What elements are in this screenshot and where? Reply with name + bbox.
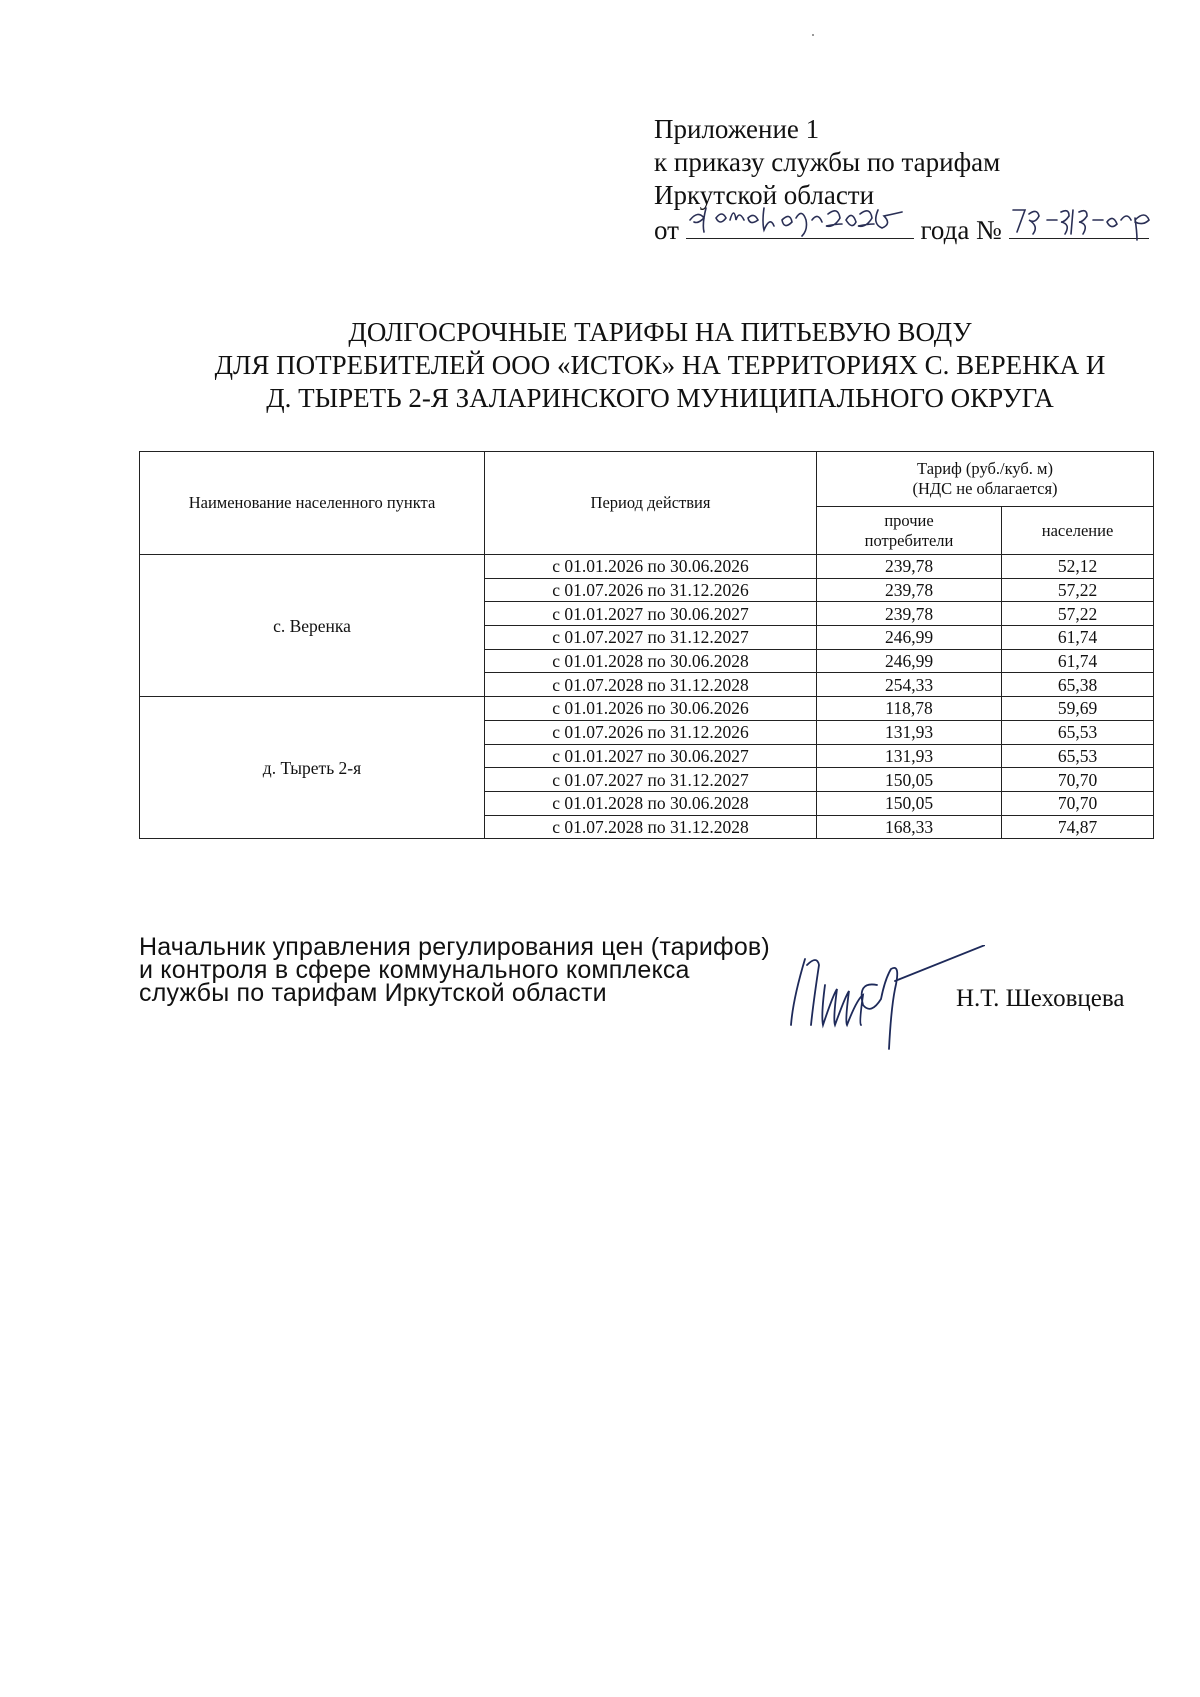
title-line-1: ДОЛГОСРОЧНЫЕ ТАРИФЫ НА ПИТЬЕВУЮ ВОДУ [348,317,972,347]
table-row [140,555,1154,579]
handwritten-number [1009,212,1149,239]
appendix-line-1: Приложение 1 [654,114,820,144]
other-consumers-tariff: 246,99 [817,649,1002,673]
population-tariff: 61,74 [1002,649,1154,673]
signature-line-1: Начальник управления регулирования цен (тарифов) [139,933,770,961]
other-consumers-tariff: 239,78 [817,602,1002,626]
population-tariff: 59,69 [1002,697,1154,721]
population-tariff: 57,22 [1002,578,1154,602]
other-consumers-tariff: 150,05 [817,768,1002,792]
handwritten-number-scribble [1009,200,1159,240]
period-cell: с 01.01.2027 по 30.06.2027 [485,744,817,768]
other-consumers-tariff: 131,93 [817,744,1002,768]
period-cell: с 01.01.2026 по 30.06.2026 [485,555,817,579]
other-consumers-tariff: 118,78 [817,697,1002,721]
population-tariff: 65,53 [1002,720,1154,744]
header-population: население [1002,507,1154,555]
tariff-table [139,451,1154,839]
other-consumers-tariff: 246,99 [817,626,1002,650]
period-cell: с 01.07.2026 по 31.12.2026 [485,720,817,744]
appendix-line-3: Иркутской области [654,180,875,210]
appendix-header [654,113,1194,247]
period-cell: с 01.07.2027 по 31.12.2027 [485,768,817,792]
period-cell: с 01.01.2028 по 30.06.2028 [485,791,817,815]
population-tariff: 61,74 [1002,626,1154,650]
period-cell: с 01.01.2026 по 30.06.2026 [485,697,817,721]
signature-position [139,933,799,1007]
population-tariff: 70,70 [1002,791,1154,815]
other-consumers-tariff: 131,93 [817,720,1002,744]
handwritten-signature [785,945,985,1065]
settlement-name: с. Веренка [140,555,485,697]
settlement-name: д. Тыреть 2-я [140,697,485,839]
header-tariff-note: (НДС не облагается) [912,479,1058,498]
period-cell: с 01.01.2027 по 30.06.2027 [485,602,817,626]
signer-name: Н.Т. Шеховцева [956,985,1125,1012]
date-prefix: от [654,215,679,245]
handwritten-date-scribble [686,200,914,240]
header-tariff [817,452,1154,507]
population-tariff: 52,12 [1002,555,1154,579]
header-settlement: Наименование населенного пункта [140,452,485,555]
document-title [140,316,1180,415]
title-line-2: ДЛЯ ПОТРЕБИТЕЛЕЙ ООО «ИСТОК» НА ТЕРРИТОРИЯХ С. ВЕРЕНКА И [214,350,1106,380]
population-tariff: 74,87 [1002,815,1154,839]
other-consumers-tariff: 239,78 [817,555,1002,579]
period-cell: с 01.07.2028 по 31.12.2028 [485,673,817,697]
tariff-table-body [140,555,1154,839]
title-line-3: Д. ТЫРЕТЬ 2-Я ЗАЛАРИНСКОГО МУНИЦИПАЛЬНОГО ОКРУГА [266,383,1054,413]
appendix-line-2: к приказу службы по тарифам [654,147,1001,177]
scan-speck [812,34,814,36]
signature-line-3: службы по тарифам Иркутской области [139,979,607,1007]
header-tariff-label: Тариф (руб./куб. м) [917,459,1053,478]
period-cell: с 01.07.2026 по 31.12.2026 [485,578,817,602]
table-row [140,697,1154,721]
number-prefix: года № [920,215,1002,245]
header-period: Период действия [485,452,817,555]
other-consumers-tariff: 168,33 [817,815,1002,839]
handwritten-date [686,212,914,239]
signature-line-2: и контроля в сфере коммунального комплекса [139,956,690,984]
other-consumers-tariff: 239,78 [817,578,1002,602]
population-tariff: 65,53 [1002,744,1154,768]
period-cell: с 01.07.2028 по 31.12.2028 [485,815,817,839]
other-consumers-tariff: 150,05 [817,791,1002,815]
appendix-date-line [654,212,1194,247]
population-tariff: 70,70 [1002,768,1154,792]
period-cell: с 01.07.2027 по 31.12.2027 [485,626,817,650]
header-other-consumers: прочие потребители [817,507,1002,555]
other-consumers-tariff: 254,33 [817,673,1002,697]
population-tariff: 65,38 [1002,673,1154,697]
period-cell: с 01.01.2028 по 30.06.2028 [485,649,817,673]
population-tariff: 57,22 [1002,602,1154,626]
